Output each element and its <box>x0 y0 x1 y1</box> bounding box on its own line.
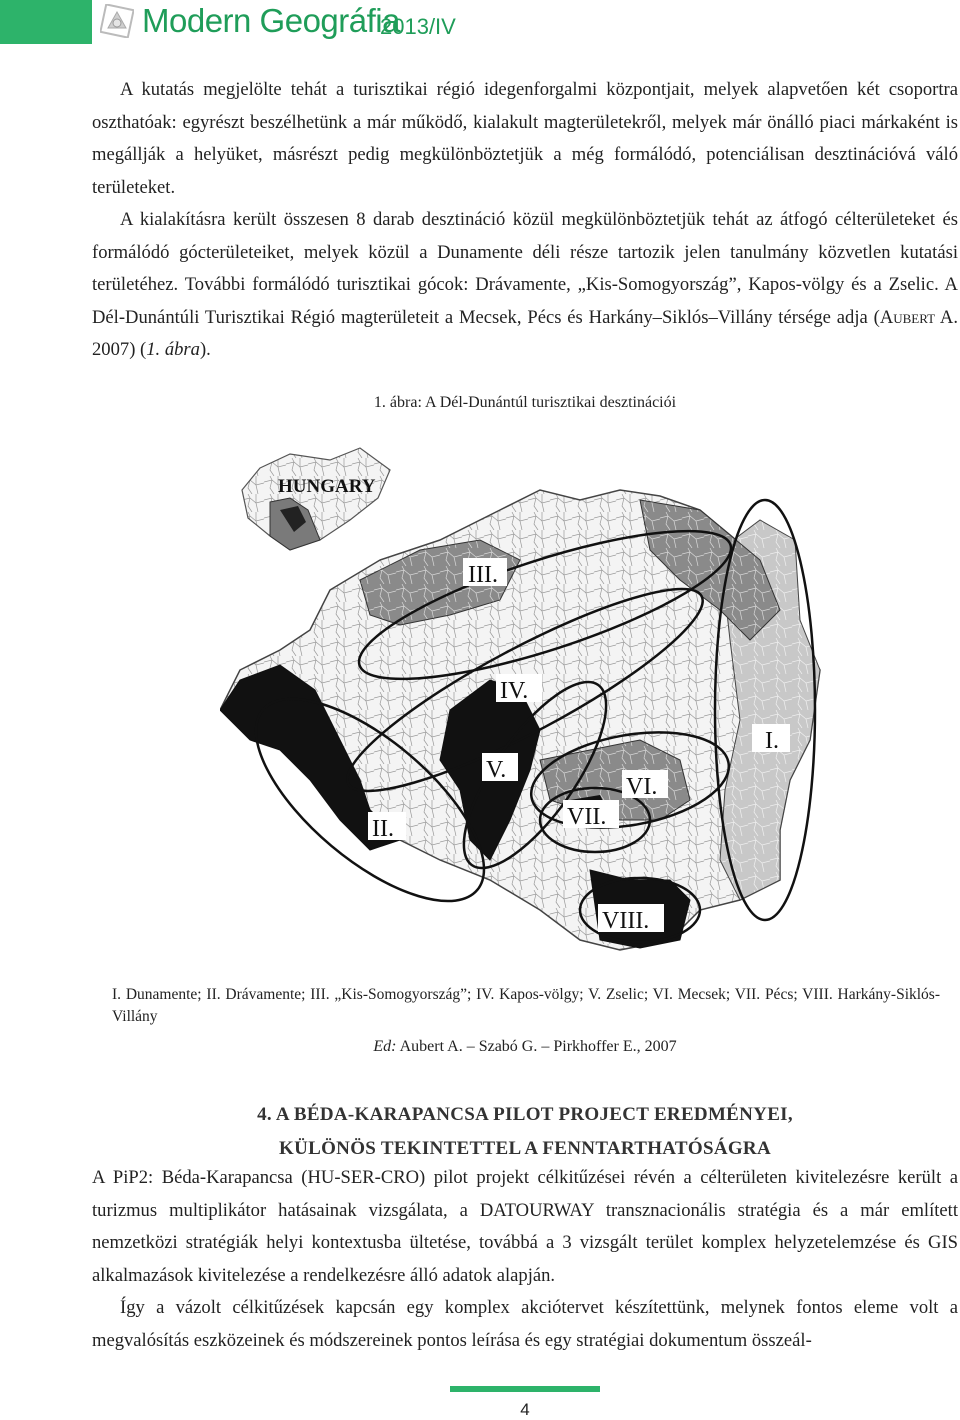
paragraph-2 <box>92 204 958 367</box>
label-vi: VI. <box>626 774 658 800</box>
label-i: I. <box>765 728 779 754</box>
section-title-line-2: KÜLÖNÖS TEKINTETTEL A FENNTARTHATÓSÁGRA <box>279 1138 771 1159</box>
label-vii: VII. <box>567 804 607 830</box>
label-iii: III. <box>468 562 498 588</box>
paragraph-2-text: A kialakításra került összesen 8 darab desztináció közül megkülönböztetjük tehát az átfogó célterületeket és formálódó gócterületeiket, melyek közül a Dunamente déli része tartozik jelen tanulmány közvetlen kutatási területéhez. További formálódó turisztikai gócok: Drávamente, „Kis-Somogyország”, Kapos-völgy és a Zselic. A Dél-Dunántúli Turisztikai Régió magterületeit a Mecsek, Pécs és Harkány–Siklós–Villány térsége adja ( <box>92 209 958 328</box>
figure-legend: I. Dunamente; II. Drávamente; III. „Kis-Somogyország”; IV. Kapos-völgy; V. Zselic; VI. Mecsek; VII. Pécs; VIII. Harkány-Siklós-Villány <box>112 986 940 1025</box>
page-header <box>0 0 960 44</box>
label-v: V. <box>486 757 507 783</box>
editor-names: Aubert A. – Szabó G. – Pirkhoffer E., 2007 <box>396 1038 677 1055</box>
figure-caption: 1. ábra: A Dél-Dunántúl turisztikai desztinációi <box>373 394 677 411</box>
section-title <box>92 1098 958 1166</box>
hungary-inset-map <box>242 448 390 550</box>
label-ii: II. <box>372 816 394 842</box>
journal-issue: 2013/IV <box>380 14 456 39</box>
citation-author: Aubert <box>879 306 936 328</box>
page-number: 4 <box>520 1400 530 1419</box>
journal-logo-icon <box>100 4 134 38</box>
footer-accent-bar <box>450 1386 600 1392</box>
header-accent-bar <box>0 0 92 44</box>
section-title-line-1: 4. A BÉDA-KARAPANCSA PILOT PROJECT EREDMÉNYEI, <box>257 1104 793 1125</box>
figure-reference: 1. ábra <box>146 339 200 361</box>
journal-title: Modern Geográfia <box>142 2 400 39</box>
paragraph-4: Így a vázolt célkitűzések kapcsán egy komplex akciótervet készítettünk, melynek fontos eleme volt a megvalósítás eszközeinek és módszereinek pontos leírása és egy stratégiai dokumentum összeál- <box>92 1297 958 1351</box>
destination-map <box>220 440 960 980</box>
label-iv: IV. <box>500 678 529 704</box>
editor-prefix: Ed: <box>373 1038 397 1055</box>
paragraph-3: A PiP2: Béda-Karapancsa (HU-SER-CRO) pilot projekt célkitűzései révén a célterületen kivitelezésre került a turizmus multiplikátor hatásainak vizsgálata, a DATOURWAY transznacionális stratégia és a már említett nemzetközi stratégiák helyi kontextusba ültetése, továbbá a 3 vizsgált terület komplex helyzetelemzése és GIS alkalmazások kivitelezése a rendelkezésre álló adatok alapján. <box>92 1167 958 1286</box>
label-viii: VIII. <box>602 908 650 934</box>
paragraph-2-end: ). <box>199 339 211 361</box>
citation-year: A. 2007) ( <box>92 306 958 361</box>
paragraph-1: A kutatás megjelölte tehát a turisztikai régió idegenforgalmi központjait, melyek alapvetően két csoportra oszthatóak: egyrészt beszélhetünk a már működő, kialakult magterületekről, melyek már önálló piaci márkaként is megállják a helyüket, másrészt pedig megkülönböztetjük a még formálódó, potenciálisan desztinációvá váló területeket. <box>92 79 958 198</box>
figure-editor <box>0 1038 960 1056</box>
hungary-label: HUNGARY <box>278 476 376 497</box>
